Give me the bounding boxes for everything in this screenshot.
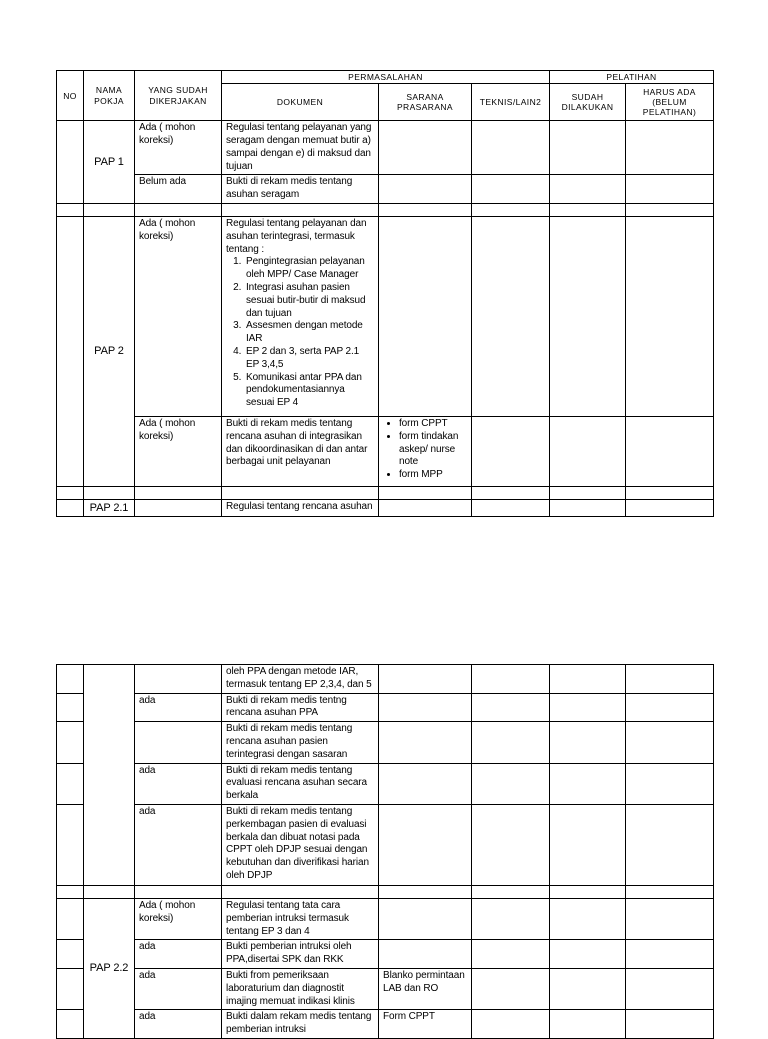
dokumen-cell: Regulasi tentang tata cara pemberian intruksi termasuk tentang EP 3 dan 4 — [222, 898, 379, 939]
status-cell: ada — [135, 693, 222, 722]
pokja-continued — [84, 665, 135, 886]
header-no: NO — [57, 71, 84, 121]
pokja-pap22: PAP 2.2 — [84, 898, 135, 1038]
table-row — [57, 968, 714, 1009]
sarana-cell — [379, 693, 472, 722]
table-row — [57, 665, 714, 694]
header-pelatihan: PELATIHAN — [550, 71, 714, 84]
cell-no — [57, 1010, 84, 1039]
sarana-cell — [379, 804, 472, 885]
dokumen-cell: Bukti di rekam medis tentang evaluasi rencana asuhan secara berkala — [222, 763, 379, 804]
table-row — [57, 121, 714, 175]
table-row — [57, 416, 714, 486]
dokumen-list-item: 4. EP 2 dan 3, serta PAP 2.1 EP 3,4,5 — [244, 346, 374, 372]
status-cell: ada — [135, 940, 222, 969]
header-nama-pokja: NAMA POKJA — [84, 71, 135, 121]
pokja-pap2: PAP 2 — [84, 216, 135, 486]
cell-no — [57, 121, 84, 204]
dokumen-list-item: 5. Komunikasi antar PPA dan pendokumentasiannya sesuai EP 4 — [244, 372, 374, 410]
status-cell: Ada ( mohon koreksi) — [135, 121, 222, 175]
table-row — [57, 940, 714, 969]
table-row — [57, 763, 714, 804]
header-harus: HARUS ADA (BELUM PELATIHAN) — [626, 84, 714, 121]
dokumen-cell: Bukti dalam rekam medis tentang pemberian intruksi — [222, 1010, 379, 1039]
planning-table-top — [56, 70, 714, 517]
sarana-list — [383, 418, 467, 482]
sarana-cell: Blanko permintaan LAB dan RO — [379, 968, 472, 1009]
header-sarana: SARANA PRASARANA — [379, 84, 472, 121]
pokja-pap21: PAP 2.1 — [84, 499, 135, 516]
status-cell: Ada ( mohon koreksi) — [135, 216, 222, 416]
status-cell — [135, 665, 222, 694]
sarana-cell — [379, 898, 472, 939]
sarana-cell — [379, 665, 472, 694]
table-row — [57, 1010, 714, 1039]
cell-no — [57, 665, 84, 694]
table-row — [57, 693, 714, 722]
sarana-cell — [379, 940, 472, 969]
header-teknis: TEKNIS/LAIN2 — [472, 84, 550, 121]
sarana-list-item: • form CPPT — [399, 418, 467, 431]
status-cell: ada — [135, 1010, 222, 1039]
dokumen-intro: Regulasi tentang pelayanan dan asuhan terintegrasi, termasuk tentang : — [226, 217, 367, 255]
dokumen-cell: Bukti pemberian intruksi oleh PPA,disertai SPK dan RKK — [222, 940, 379, 969]
dokumen-cell: Bukti from pemeriksaan laboraturium dan diagnostit imajing memuat indikasi klinis — [222, 968, 379, 1009]
cell-no — [57, 693, 84, 722]
dokumen-cell: Bukti di rekam medis tentang perkembagan pasien di evaluasi berkala dan dibuat notasi pada CPPT oleh DPJP sesuai dengan kebutuhan dan diverifikasi harian oleh DPJP — [222, 804, 379, 885]
dokumen-cell: oleh PPA dengan metode IAR, termasuk tentang EP 2,3,4, dan 5 — [222, 665, 379, 694]
dokumen-list-item: 1. Pengintegrasian pelayanan oleh MPP/ Case Manager — [244, 256, 374, 282]
table-row — [57, 499, 714, 516]
cell-no — [57, 216, 84, 486]
status-cell: ada — [135, 763, 222, 804]
table-row — [57, 898, 714, 939]
table-row — [57, 722, 714, 763]
status-cell: ada — [135, 968, 222, 1009]
cell-no — [57, 940, 84, 969]
cell-no — [57, 722, 84, 763]
dokumen-cell: Bukti di rekam medis tentang asuhan seragam — [222, 175, 379, 204]
header-permasalahan: PERMASALAHAN — [222, 71, 550, 84]
status-cell: Belum ada — [135, 175, 222, 204]
sarana-cell — [379, 722, 472, 763]
cell-no — [57, 499, 84, 516]
status-cell — [135, 722, 222, 763]
sarana-cell — [379, 416, 472, 486]
dokumen-list-item: 2. Integrasi asuhan pasien sesuai butir-butir di maksud dan tujuan — [244, 282, 374, 320]
header-yang-sudah: YANG SUDAH DIKERJAKAN — [135, 71, 222, 121]
dokumen-list-item: 3. Assesmen dengan metode IAR — [244, 320, 374, 346]
table-row — [57, 804, 714, 885]
sarana-list-item: • form tindakan askep/ nurse note — [399, 431, 467, 469]
dokumen-cell: Bukti di rekam medis tentang rencana asuhan pasien terintegrasi dengan sasaran — [222, 722, 379, 763]
sarana-cell — [379, 763, 472, 804]
dokumen-cell: Regulasi tentang pelayanan yang seragam dengan memuat butir a) sampai dengan e) di maksud dan tujuan — [222, 121, 379, 175]
header-dokumen: DOKUMEN — [222, 84, 379, 121]
sarana-cell: Form CPPT — [379, 1010, 472, 1039]
cell-no — [57, 763, 84, 804]
dokumen-cell: Bukti di rekam medis tentang rencana asuhan di integrasikan dan dikoordinasikan di dan antar berbagai unit pelayanan — [222, 416, 379, 486]
cell-no — [57, 968, 84, 1009]
dokumen-cell — [222, 216, 379, 416]
dokumen-cell: Bukti di rekam medis tentng rencana asuhan PPA — [222, 693, 379, 722]
pokja-pap1: PAP 1 — [84, 121, 135, 204]
planning-table-continued — [56, 664, 714, 1039]
status-cell: Ada ( mohon koreksi) — [135, 416, 222, 486]
cell-no — [57, 898, 84, 939]
cell-no — [57, 804, 84, 885]
table-row — [57, 216, 714, 416]
sarana-list-item: • form MPP — [399, 469, 467, 482]
status-cell: ada — [135, 804, 222, 885]
table-row — [57, 175, 714, 204]
dokumen-cell: Regulasi tentang rencana asuhan — [222, 499, 379, 516]
header-sudah: SUDAH DILAKUKAN — [550, 84, 626, 121]
status-cell: Ada ( mohon koreksi) — [135, 898, 222, 939]
dokumen-list — [226, 256, 374, 410]
